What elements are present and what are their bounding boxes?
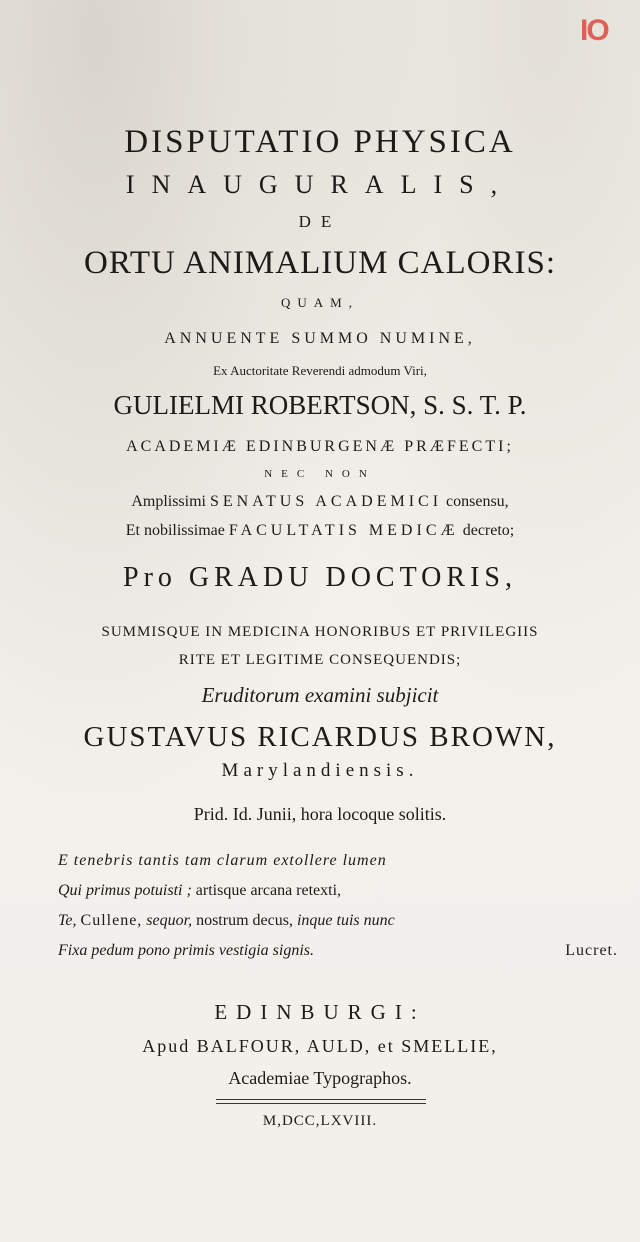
senatus-pre: Amplissimi [131,493,206,510]
poem-te: Te, [58,912,77,929]
facultatis-pre: Et nobilissimae [125,522,225,539]
typographos-line: Academiae Typographos. [228,1068,412,1088]
author-origin: Marylandiensis. [221,760,419,781]
poem-line-4 [58,942,618,960]
title: DISPUTATIO PHYSICA [124,124,516,160]
senatus-caps: SENATUS ACADEMICI [210,493,443,510]
poem-inque: inque tuis nunc [296,912,395,929]
poem-line-2-italic: Qui primus potuisti ; [58,882,192,899]
summisque-line-1: SUMMISQUE IN MEDICINA HONORIBUS ET PRIVILEGIIS [101,624,539,640]
author-name: GUSTAVUS RICARDUS BROWN, [83,721,557,753]
poem-cullene: Cullene, [80,912,143,929]
principal-name: GULIELMI ROBERTSON, S. S. T. P. [113,390,527,420]
poem-line-3 [58,912,618,930]
poem-line-2 [58,882,618,900]
poem-line-2-rest: artisque arcana retexti, [195,882,342,899]
quam-line: QUAM, [281,295,359,310]
subtitle: INAUGURALIS, [125,170,515,199]
facultatis-caps: FACULTATIS MEDICÆ [228,522,459,539]
ink-stain-mark: IO [580,14,608,47]
city-line: EDINBURGI: [214,1000,426,1024]
poem-attribution: Lucret. [565,942,618,959]
academiae-line: ACADEMIÆ EDINBURGENÆ PRÆFECTI; [126,438,514,455]
annuente-line: ANNUENTE SUMMO NUMINE, [164,330,476,347]
de-line: DE [298,212,342,231]
poem-sequor: sequor, [146,912,193,929]
poem-line-4-text: Fixa pedum pono primis vestigia signis. [58,942,314,959]
facultatis-post: decreto; [462,522,515,539]
date-line: Prid. Id. Junii, hora locoque solitis. [193,804,447,824]
summisque-line-2: RITE ET LEGITIME CONSEQUENDIS; [178,652,462,668]
poem-nostrum: nostrum decus, [196,912,293,929]
senatus-line [0,493,640,511]
divider-rule [216,1099,426,1100]
pro-gradu-heading: Pro GRADU DOCTORIS, [123,562,517,593]
year-line: M,DCC,LXVIII. [262,1113,378,1129]
eruditorum-line: Eruditorum examini subjicit [201,683,439,707]
printers-line: Apud BALFOUR, AULD, et SMELLIE, [142,1036,498,1056]
poem-line-1: E tenebris tantis tam clarum extollere lumen [58,852,387,869]
topic-heading: ORTU ANIMALIUM CALORIS: [83,245,557,281]
auctoritate-line: Ex Auctoritate Reverendi admodum Viri, [213,363,427,378]
divider-rule-thin [216,1103,426,1104]
nec-non-line: NEC NON [264,468,376,480]
facultatis-line [0,522,640,540]
senatus-post: consensu, [446,493,509,510]
